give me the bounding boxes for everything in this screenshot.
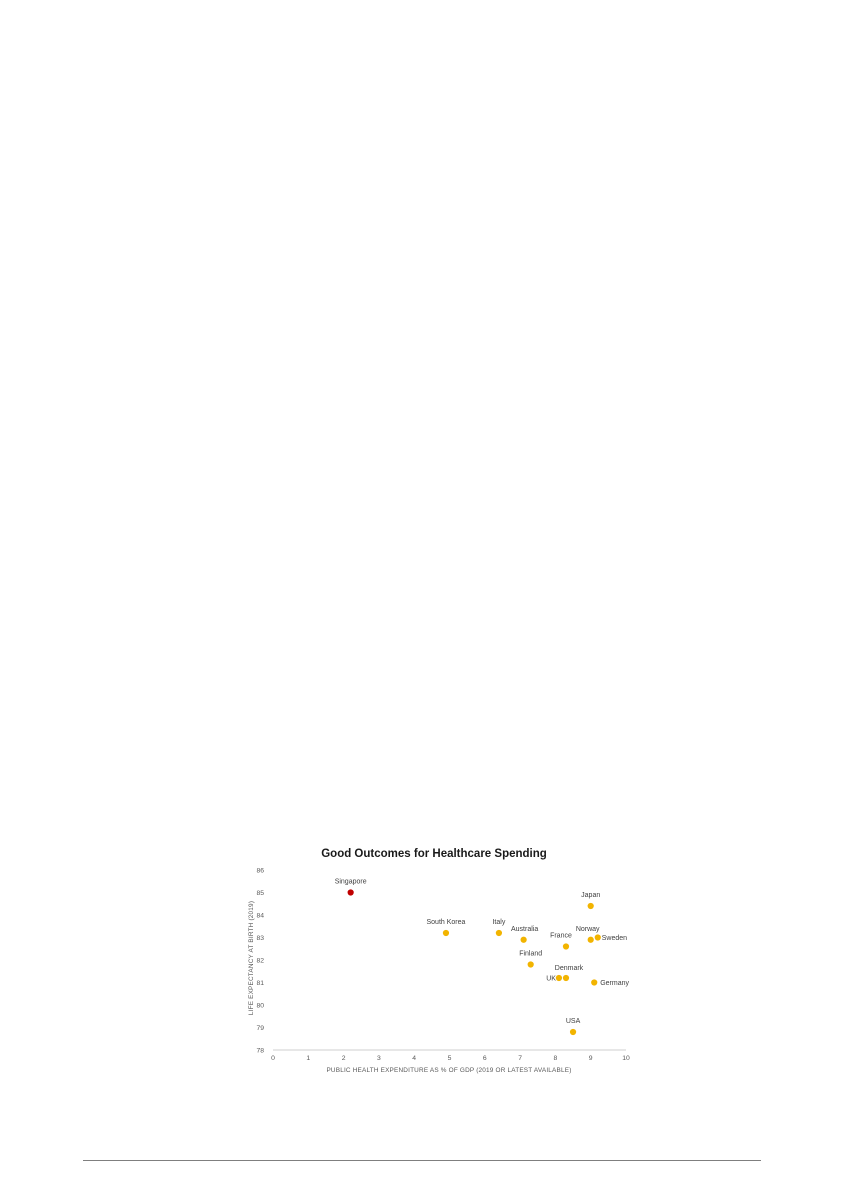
data-point: [556, 975, 562, 981]
y-axis-title: LIFE EXPECTANCY AT BIRTH (2019): [248, 900, 255, 1016]
x-tick-label: 5: [447, 1055, 452, 1062]
data-label: France: [550, 932, 572, 940]
data-points: [348, 889, 601, 1035]
x-tick-label: 8: [553, 1055, 558, 1062]
data-point: [521, 937, 527, 943]
data-label: Australia: [511, 925, 539, 933]
x-tick-label: 6: [482, 1055, 487, 1062]
data-label: Sweden: [601, 935, 628, 942]
y-tick-label: 83: [256, 934, 264, 942]
data-label: Finland: [519, 950, 543, 958]
data-label: Italy: [492, 919, 506, 926]
data-point: [348, 889, 354, 895]
data-labels: [335, 879, 630, 1026]
data-label: UK: [546, 975, 556, 983]
chart-title: Good Outcomes for Healthcare Spending: [321, 848, 547, 860]
x-tick-label: 4: [412, 1055, 417, 1062]
data-point: [595, 934, 601, 940]
y-tick-label: 82: [256, 957, 264, 965]
x-tick-label: 0: [271, 1055, 275, 1062]
y-tick-label: 80: [256, 1002, 264, 1010]
data-label: Japan: [581, 892, 601, 899]
data-label: Germany: [600, 980, 630, 987]
x-tick-label: 1: [306, 1055, 311, 1062]
data-label: South Korea: [426, 919, 466, 926]
data-label: Denmark: [554, 965, 584, 972]
data-point: [570, 1029, 576, 1035]
y-tick-label: 79: [256, 1024, 264, 1032]
data-point: [563, 943, 569, 949]
x-tick-label: 10: [622, 1055, 630, 1062]
x-axis-title: PUBLIC HEALTH EXPENDITURE AS % OF GDP (2019 OR LATEST AVAILABLE): [326, 1067, 572, 1074]
x-tick-label: 7: [518, 1055, 522, 1062]
x-axis-ticks: [271, 1055, 630, 1062]
y-tick-label: 78: [256, 1047, 264, 1055]
y-tick-label: 84: [256, 912, 264, 920]
page-footer-rule: [83, 1160, 761, 1161]
y-axis-ticks: [256, 867, 264, 1054]
y-tick-label: 85: [256, 889, 264, 897]
scatter-chart: [240, 840, 640, 1080]
data-point: [443, 930, 449, 936]
data-label: Norway: [575, 925, 600, 933]
x-tick-label: 2: [341, 1055, 346, 1062]
data-point: [496, 930, 502, 936]
x-tick-label: 9: [588, 1055, 593, 1062]
data-label: Singapore: [334, 878, 367, 886]
data-point: [563, 975, 569, 981]
chart-canvas: [240, 840, 640, 1080]
data-point: [528, 961, 534, 967]
data-label: USA: [565, 1018, 581, 1025]
data-point: [591, 979, 597, 985]
y-tick-label: 86: [256, 867, 264, 875]
y-tick-label: 81: [256, 979, 264, 987]
data-point: [588, 903, 594, 909]
data-point: [588, 937, 594, 943]
x-tick-label: 3: [377, 1055, 381, 1062]
